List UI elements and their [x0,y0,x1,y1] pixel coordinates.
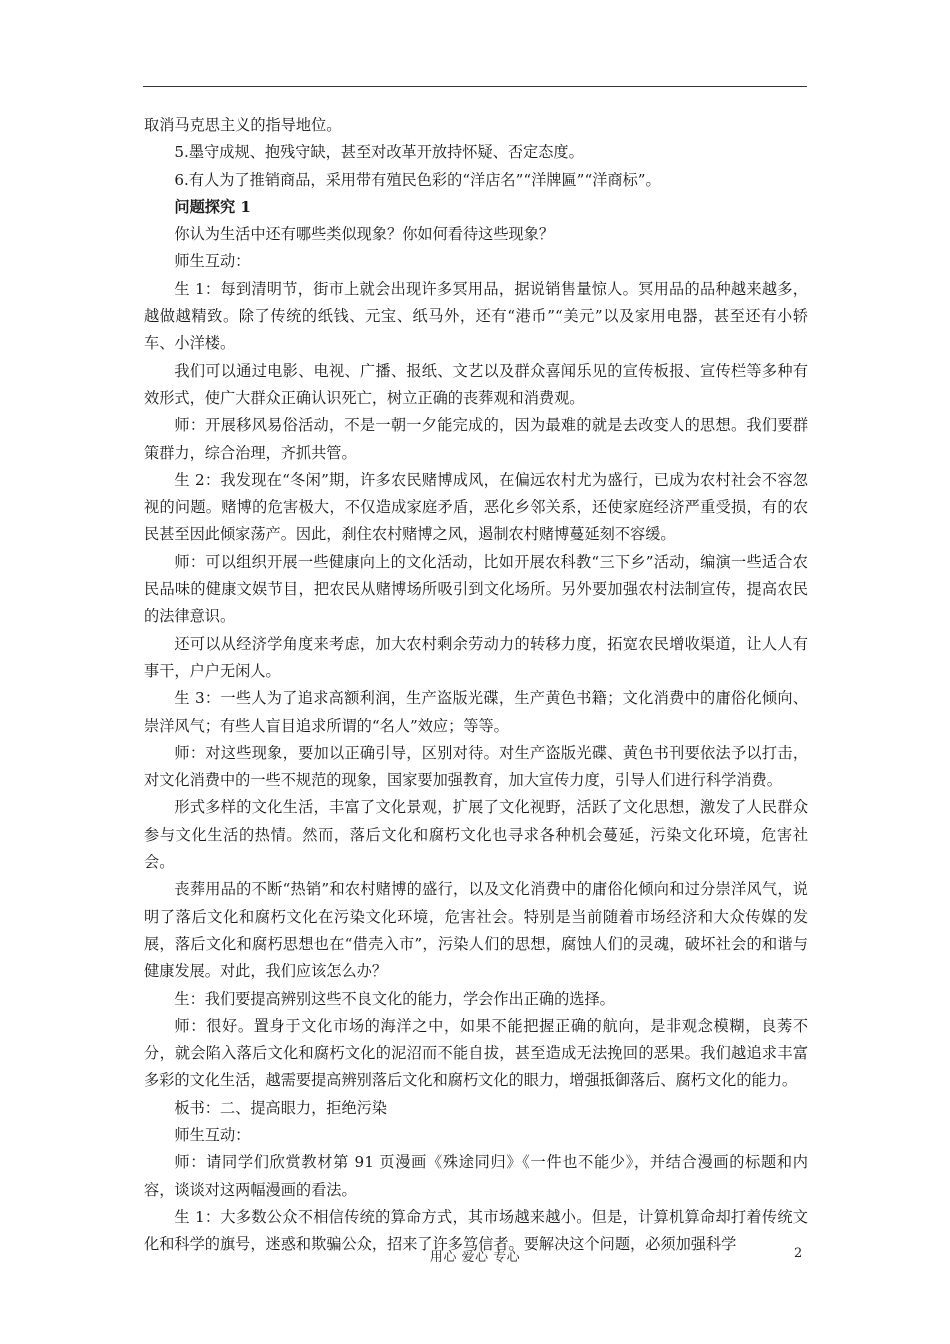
paragraph: 生 1：大多数公众不相信传统的算命方式，其市场越来越小。但是，计算机算命却打着传统文化和科学的旗号，迷惑和欺骗公众，招来了许多笃信者。要解决这个问题，必须加强科学 [144,1207,808,1254]
paragraph: 师：请同学们欣赏教材第 91 页漫画《殊途同归》《一件也不能少》，并结合漫画的标题和内容，谈谈对这两幅漫画的看法。 [144,1153,808,1199]
paragraph: 生 2：我发现在“冬闲”期，许多农民赌博成风，在偏远农村尤为盛行，已成为农村社会不容忽视的问题。赌博的危害极大，不仅造成家庭矛盾，恶化乡邻关系，还使家庭经济严重受损，有的农民甚至因此倾家荡产。因此，刹住农村赌博之风，遏制农村赌博蔓延刻不容缓。 [144,470,808,544]
paragraph: 生 3：一些人为了追求高额利润，生产盗版光碟，生产黄色书籍；文化消费中的庸俗化倾向、崇洋风气；有些人盲目追求所谓的“名人”效应；等等。 [144,689,808,735]
paragraph: 我们可以通过电影、电视、广播、报纸、文艺以及群众喜闻乐见的宣传板报、宣传栏等多种有效形式，使广大群众正确认识死亡，树立正确的丧葬观和消费观。 [144,361,808,407]
board-note: 板书：二、提高眼力，拒绝污染 [174,1098,388,1117]
paragraph: 师：很好。置身于文化市场的海洋之中，如果不能把握正确的航向，是非观念模糊，良莠不分，就会陷入落后文化和腐朽文化的泥沼而不能自拔，甚至造成无法挽回的恶果。我们越追求丰富多彩的文化生活，越需要提高辨别落后文化和腐朽文化的眼力，增强抵御落后、腐朽文化的能力。 [144,1016,808,1090]
paragraph: 取消马克思主义的指导地位。 [144,116,342,134]
paragraph: 师：开展移风易俗活动，不是一朝一夕能完成的，因为最难的就是去改变人的思想。我们要群策群力，综合治理，齐抓共管。 [144,416,808,462]
paragraph: 师：可以组织开展一些健康向上的文化活动，比如开展农科教“三下乡”活动，编演一些适合农民品味的健康文娱节目，把农民从赌博场所吸引到文化场所。另外要加强农村法制宣传，提高农民的法律意识。 [144,552,808,626]
paragraph: 师生互动： [174,252,251,271]
page-footer [0,1246,950,1266]
list-item: 6.有人为了推销商品，采用带有殖民色彩的“洋店名”“洋牌匾”“洋商标”。 [174,170,661,189]
paragraph: 还可以从经济学角度来考虑，加大农村剩余劳动力的转移力度，拓宽农民增收渠道，让人人有事干，户户无闲人。 [144,634,808,680]
section-heading: 问题探究 1 [174,197,251,216]
paragraph: 生：我们要提高辨别这些不良文化的能力，学会作出正确的选择。 [174,989,615,1008]
document-body [144,112,808,1258]
page-number: 2 [794,1246,803,1261]
paragraph: 你认为生活中还有哪些类似现象？你如何看待这些现象？ [174,225,555,244]
header-rule [143,86,807,87]
paragraph: 师：对这些现象，要加以正确引导，区别对待。对生产盗版光碟、黄色书刊要依法予以打击，对文化消费中的一些不规范的现象，国家要加强教育，加大宣传力度，引导人们进行科学消费。 [144,743,808,790]
list-item: 5.墨守成规、抱残守缺，甚至对改革开放持怀疑、否定态度。 [174,143,584,162]
paragraph: 丧葬用品的不断“热销”和农村赌博的盛行，以及文化消费中的庸俗化倾向和过分崇洋风气，说明了落后文化和腐朽文化在污染文化环境，危害社会。特别是当前随着市场经济和大众传媒的发展，落后文化和腐朽思想也在“借壳入市”，污染人们的思想，腐蚀人们的灵魂，破坏社会的和谐与健康发展。对此，我们应该怎么办？ [144,880,808,981]
footer-slogan: 用心 爱心 专心 [429,1250,521,1265]
paragraph: 形式多样的文化生活，丰富了文化景观，扩展了文化视野，活跃了文化思想，激发了人民群众参与文化生活的热情。然而，落后文化和腐朽文化也寻求各种机会蔓延，污染文化环境，危害社会。 [144,798,808,872]
paragraph: 生 1：每到清明节，街市上就会出现许多冥用品，据说销售量惊人。冥用品的品种越来越多，越做越精致。除了传统的纸钱、元宝、纸马外，还有“港币”“美元”以及家用电器，甚至还有小轿车、小洋楼。 [144,279,808,353]
paragraph: 师生互动： [174,1125,251,1144]
